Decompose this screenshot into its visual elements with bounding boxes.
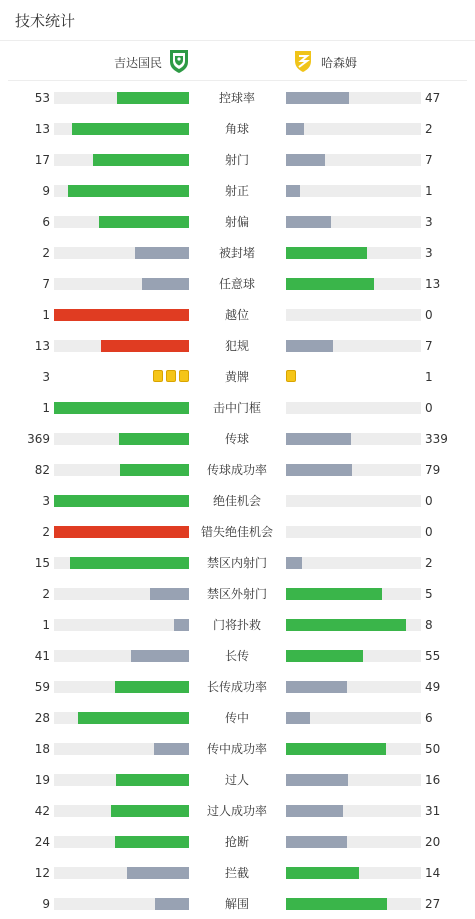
stat-row <box>0 212 475 232</box>
stat-label: 传球成功率 <box>206 463 267 477</box>
stat-label: 禁区外射门 <box>206 587 267 601</box>
away-team-name: 哈森姆 <box>321 55 358 70</box>
home-bar-fill <box>155 898 189 910</box>
stat-row <box>0 832 475 852</box>
home-bar-fill <box>78 712 189 724</box>
away-value: 5 <box>425 587 433 601</box>
home-bar-track <box>54 557 189 569</box>
stat-label: 解围 <box>224 897 249 911</box>
stat-label: 黄牌 <box>224 370 249 384</box>
away-bar-fill <box>286 743 386 755</box>
home-bar-fill <box>127 867 189 879</box>
home-bar-track <box>54 216 189 228</box>
yellow-card-icon <box>153 370 163 382</box>
home-value: 12 <box>34 866 50 880</box>
away-bar-track <box>286 681 421 693</box>
yellow-card-icon <box>166 370 176 382</box>
home-value: 28 <box>34 711 50 725</box>
stat-label: 被封堵 <box>218 246 255 260</box>
away-bar-fill <box>286 588 382 600</box>
header-divider <box>8 80 467 81</box>
home-value: 2 <box>42 587 50 601</box>
stat-row <box>0 584 475 604</box>
home-bar-fill <box>150 588 189 600</box>
home-bar-track <box>54 433 189 445</box>
away-bar-fill <box>286 340 333 352</box>
home-value: 41 <box>34 649 50 663</box>
stat-label: 传中 <box>224 711 249 725</box>
home-bar-fill <box>111 805 189 817</box>
away-bar-track <box>286 867 421 879</box>
stat-label: 射门 <box>224 153 249 167</box>
away-bar-fill <box>286 805 343 817</box>
home-bar-fill <box>54 495 189 507</box>
away-value: 0 <box>425 494 433 508</box>
stat-row <box>0 181 475 201</box>
home-bar-fill <box>142 278 189 290</box>
home-bar-fill <box>119 433 189 445</box>
stat-row <box>0 739 475 759</box>
away-bar-track <box>286 340 421 352</box>
home-value: 82 <box>34 463 50 477</box>
away-bar-track <box>286 309 421 321</box>
away-bar-track <box>286 836 421 848</box>
al-ahli-crest-icon <box>168 48 190 77</box>
home-bar-track <box>54 123 189 135</box>
home-bar-track <box>54 340 189 352</box>
away-value: 47 <box>425 91 441 105</box>
team-header <box>0 48 475 76</box>
home-bar-track <box>54 464 189 476</box>
home-bar-fill <box>54 309 189 321</box>
page-title: 技术统计 <box>15 12 76 30</box>
home-bar-fill <box>54 402 189 414</box>
home-team-name: 吉达国民 <box>113 55 162 70</box>
stat-row <box>0 119 475 139</box>
away-bar-track <box>286 123 421 135</box>
home-bar-track <box>54 805 189 817</box>
home-bar-track <box>54 619 189 631</box>
home-value: 42 <box>34 804 50 818</box>
away-value: 13 <box>425 277 441 291</box>
away-bar-track <box>286 588 421 600</box>
home-value: 59 <box>34 680 50 694</box>
away-value: 0 <box>425 525 433 539</box>
away-bar-fill <box>286 216 331 228</box>
away-bar-track <box>286 557 421 569</box>
away-value: 339 <box>425 432 448 446</box>
home-bar-fill <box>70 557 189 569</box>
away-bar-track <box>286 433 421 445</box>
home-value: 17 <box>34 153 50 167</box>
home-value: 13 <box>34 122 50 136</box>
away-bar-fill <box>286 712 310 724</box>
home-bar-track <box>54 185 189 197</box>
stat-label: 角球 <box>224 122 249 136</box>
stat-row <box>0 398 475 418</box>
away-bar-fill <box>286 154 325 166</box>
home-team[interactable] <box>114 48 190 76</box>
away-bar-track <box>286 898 421 910</box>
stat-row <box>0 367 475 387</box>
home-bar-fill <box>135 247 189 259</box>
home-value: 6 <box>42 215 50 229</box>
stat-label: 门将扑救 <box>212 618 261 632</box>
stat-label: 越位 <box>224 308 249 322</box>
stat-label: 控球率 <box>218 91 255 105</box>
home-bar-track <box>54 495 189 507</box>
stat-label: 抢断 <box>224 835 249 849</box>
title-divider <box>0 40 475 41</box>
away-bar-track <box>286 464 421 476</box>
away-bar-track <box>286 154 421 166</box>
away-bar-fill <box>286 123 304 135</box>
away-value: 1 <box>425 370 433 384</box>
away-value: 20 <box>425 835 441 849</box>
away-bar-track <box>286 247 421 259</box>
home-bar-track <box>54 402 189 414</box>
stat-row <box>0 336 475 356</box>
home-bar-fill <box>117 92 189 104</box>
home-value: 13 <box>34 339 50 353</box>
home-value: 9 <box>42 897 50 911</box>
away-value: 79 <box>425 463 441 477</box>
home-value: 3 <box>42 370 50 384</box>
away-bar-fill <box>286 278 374 290</box>
home-value: 7 <box>42 277 50 291</box>
home-bar-fill <box>54 526 189 538</box>
away-yellow-cards <box>286 370 296 384</box>
away-value: 0 <box>425 401 433 415</box>
stat-row <box>0 274 475 294</box>
away-value: 0 <box>425 308 433 322</box>
away-bar-fill <box>286 867 359 879</box>
stat-label: 绝佳机会 <box>212 494 261 508</box>
home-bar-track <box>54 92 189 104</box>
stat-label: 长传 <box>224 649 249 663</box>
away-value: 3 <box>425 215 433 229</box>
home-bar-track <box>54 154 189 166</box>
away-bar-fill <box>286 650 363 662</box>
home-bar-track <box>54 681 189 693</box>
yellow-card-icon <box>286 370 296 382</box>
away-bar-track <box>286 650 421 662</box>
away-value: 16 <box>425 773 441 787</box>
away-bar-track <box>286 402 421 414</box>
stat-label: 射正 <box>224 184 249 198</box>
away-team[interactable] <box>293 48 357 76</box>
stat-label: 传中成功率 <box>206 742 267 756</box>
home-bar-fill <box>115 681 189 693</box>
stat-label: 长传成功率 <box>206 680 267 694</box>
away-bar-track <box>286 526 421 538</box>
home-bar-track <box>54 650 189 662</box>
away-bar-track <box>286 712 421 724</box>
home-bar-track <box>54 898 189 910</box>
stat-row <box>0 646 475 666</box>
yellow-card-icon <box>179 370 189 382</box>
home-bar-fill <box>101 340 189 352</box>
away-bar-track <box>286 278 421 290</box>
home-bar-track <box>54 774 189 786</box>
away-bar-fill <box>286 619 406 631</box>
away-bar-fill <box>286 92 349 104</box>
away-value: 8 <box>425 618 433 632</box>
away-bar-track <box>286 216 421 228</box>
away-bar-track <box>286 774 421 786</box>
stat-row <box>0 429 475 449</box>
home-bar-track <box>54 247 189 259</box>
stat-row <box>0 894 475 914</box>
away-bar-track <box>286 743 421 755</box>
al-hazem-crest-icon <box>293 49 313 76</box>
away-bar-fill <box>286 681 347 693</box>
stat-row <box>0 677 475 697</box>
away-value: 7 <box>425 153 433 167</box>
away-bar-fill <box>286 557 302 569</box>
stat-row <box>0 460 475 480</box>
home-bar-track <box>54 867 189 879</box>
stat-label: 射偏 <box>224 215 249 229</box>
home-bar-fill <box>68 185 190 197</box>
home-value: 53 <box>34 91 50 105</box>
stat-row <box>0 150 475 170</box>
stat-label: 任意球 <box>218 277 255 291</box>
home-bar-track <box>54 278 189 290</box>
home-value: 2 <box>42 246 50 260</box>
away-value: 49 <box>425 680 441 694</box>
home-value: 24 <box>34 835 50 849</box>
home-value: 2 <box>42 525 50 539</box>
away-bar-fill <box>286 185 300 197</box>
home-bar-track <box>54 743 189 755</box>
stat-label: 禁区内射门 <box>206 556 267 570</box>
away-value: 3 <box>425 246 433 260</box>
away-bar-track <box>286 619 421 631</box>
away-bar-track <box>286 92 421 104</box>
home-value: 15 <box>34 556 50 570</box>
home-bar-fill <box>116 774 189 786</box>
home-bar-track <box>54 712 189 724</box>
stat-label: 过人 <box>224 773 249 787</box>
away-value: 2 <box>425 122 433 136</box>
stat-row <box>0 553 475 573</box>
away-bar-fill <box>286 898 387 910</box>
home-bar-fill <box>120 464 189 476</box>
home-bar-track <box>54 588 189 600</box>
away-value: 50 <box>425 742 441 756</box>
away-bar-track <box>286 495 421 507</box>
stat-label: 过人成功率 <box>206 804 267 818</box>
stat-label: 错失绝佳机会 <box>200 525 273 539</box>
stat-row <box>0 305 475 325</box>
stat-row <box>0 615 475 635</box>
home-value: 9 <box>42 184 50 198</box>
away-bar-fill <box>286 464 352 476</box>
stat-label: 犯规 <box>224 339 249 353</box>
home-bar-fill <box>99 216 189 228</box>
home-bar-track <box>54 309 189 321</box>
home-bar-fill <box>72 123 189 135</box>
away-value: 6 <box>425 711 433 725</box>
home-bar-fill <box>93 154 189 166</box>
home-value: 19 <box>34 773 50 787</box>
stat-label: 击中门框 <box>212 401 261 415</box>
stat-label: 传球 <box>224 432 249 446</box>
home-value: 3 <box>42 494 50 508</box>
stat-row <box>0 243 475 263</box>
home-value: 369 <box>27 432 50 446</box>
away-value: 31 <box>425 804 441 818</box>
home-bar-fill <box>131 650 189 662</box>
away-value: 2 <box>425 556 433 570</box>
home-value: 1 <box>42 401 50 415</box>
home-value: 18 <box>34 742 50 756</box>
home-value: 1 <box>42 308 50 322</box>
stat-row <box>0 88 475 108</box>
away-value: 55 <box>425 649 441 663</box>
home-bar-fill <box>154 743 189 755</box>
stat-row <box>0 770 475 790</box>
away-bar-track <box>286 805 421 817</box>
stat-row <box>0 491 475 511</box>
home-bar-fill <box>115 836 189 848</box>
away-value: 14 <box>425 866 441 880</box>
away-bar-fill <box>286 836 347 848</box>
home-bar-track <box>54 836 189 848</box>
stat-row <box>0 708 475 728</box>
stat-row <box>0 801 475 821</box>
away-bar-fill <box>286 433 351 445</box>
away-value: 27 <box>425 897 441 911</box>
home-yellow-cards <box>153 370 189 384</box>
stat-row <box>0 522 475 542</box>
home-bar-fill <box>174 619 189 631</box>
away-bar-track <box>286 185 421 197</box>
home-bar-track <box>54 526 189 538</box>
stat-row <box>0 863 475 883</box>
away-bar-fill <box>286 247 367 259</box>
home-value: 1 <box>42 618 50 632</box>
away-value: 7 <box>425 339 433 353</box>
stat-label: 拦截 <box>224 866 249 880</box>
away-value: 1 <box>425 184 433 198</box>
away-bar-fill <box>286 774 348 786</box>
